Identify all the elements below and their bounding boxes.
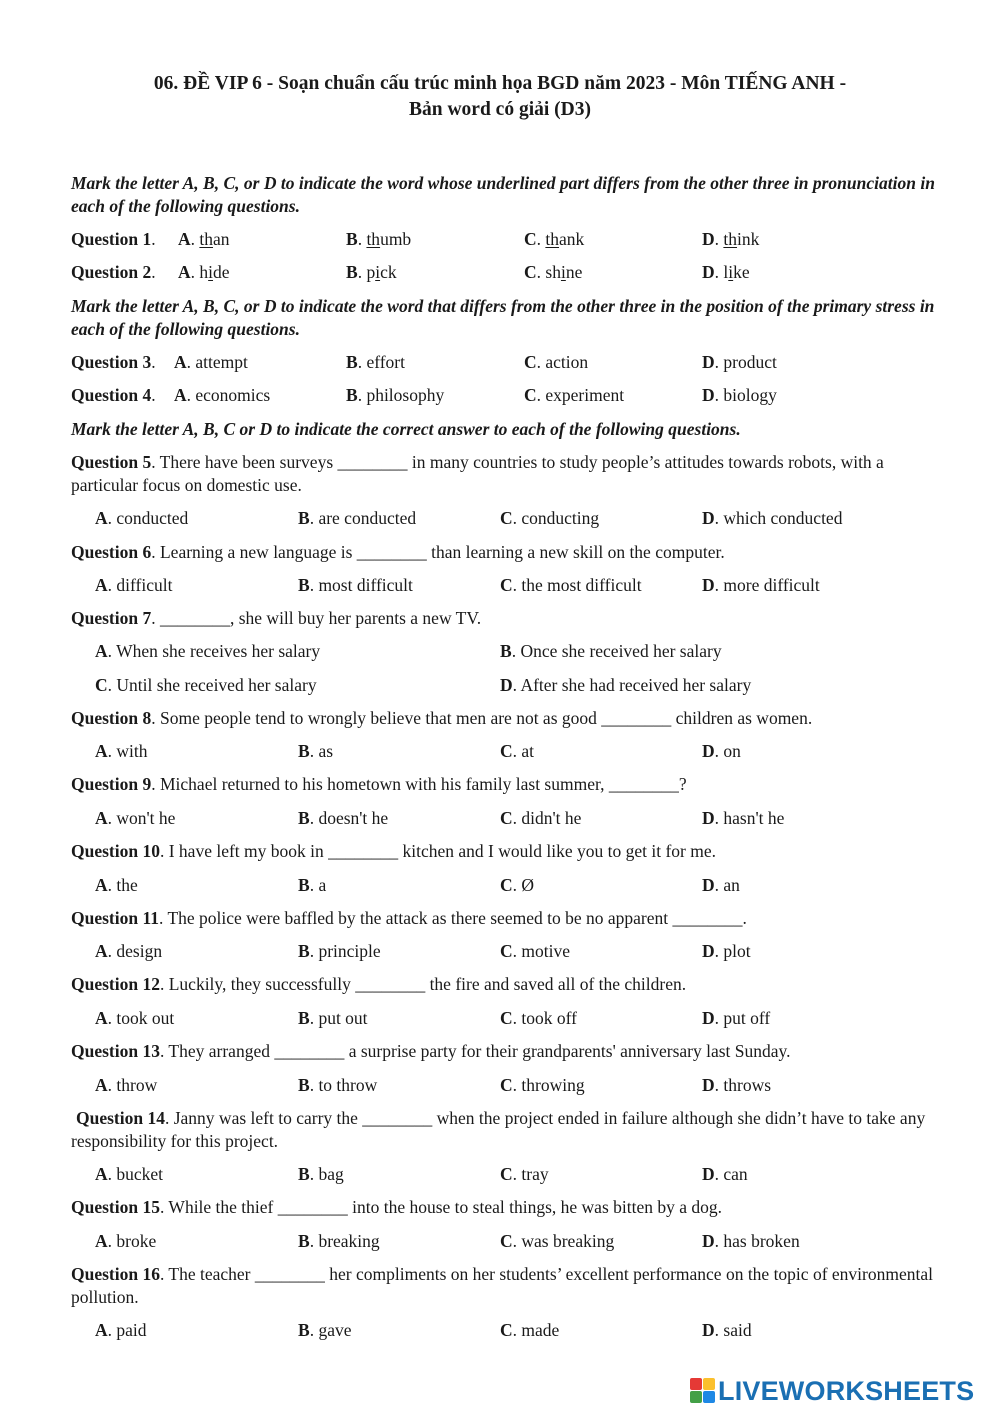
title-line-1: 06. ĐỀ VIP 6 - Soạn chuẩn cấu trúc minh họa BGD năm 2023 - Môn TIẾNG ANH - [153,73,847,94]
question-text: Michael returned to his hometown with his family last summer, ________? [159,774,687,794]
question-label: Question 15 [71,1197,160,1217]
option-c[interactable]: C. thank [524,229,585,249]
question-text: The teacher ________ her compliments on her students’ excellent performance on the topic of environmental pollution. [71,1264,933,1307]
option-a[interactable]: A. bucket [95,1164,164,1184]
option-a[interactable]: A. economics [174,385,271,405]
logo-square-red [690,1378,702,1390]
question-stem: Question 12. Luckily, they successfully ________ the fire and saved all of the children. [71,974,687,994]
question-stem: Question 16. The teacher ________ her compliments on her students’ excellent performance on the topic of environmental pollution. [71,1264,933,1307]
question-stem: Question 14. Janny was left to carry the ________ when the project ended in failure although she didn’t have to take any responsibility for this project. [71,1108,926,1151]
option-b[interactable]: B. bag [298,1164,344,1184]
option-b[interactable]: B. a [298,875,327,895]
liveworksheets-logo-icon [690,1378,716,1404]
option-a[interactable]: A. took out [95,1008,175,1028]
question-label: Question 6 [71,542,152,562]
option-c[interactable]: C. Until she received her salary [95,675,317,695]
question-stem: Question 9. Michael returned to his hometown with his family last summer, ________? [71,774,687,794]
option-c[interactable]: C. motive [500,941,570,961]
option-c[interactable]: C. didn't he [500,808,582,828]
question-label: Question 7 [71,608,152,628]
option-c[interactable]: C. at [500,741,535,761]
question-text: They arranged ________ a surprise party for their grandparents' anniversary last Sunday. [168,1041,791,1061]
option-c[interactable]: C. tray [500,1164,549,1184]
question-text: Luckily, they successfully ________ the fire and saved all of the children. [168,974,687,994]
question-row: Question 4. A. economics B. philosophy C. experiment D. biology [71,385,777,405]
option-a[interactable]: A. won't he [95,808,176,828]
liveworksheets-logo[interactable] [690,1374,990,1408]
instruction-correct-answer: Mark the letter A, B, C or D to indicate the correct answer to each of the following questions. [71,419,741,439]
option-d[interactable]: D. After she had received her salary [500,675,752,695]
option-d[interactable]: D. throws [702,1075,772,1095]
question-label: Question 1 [71,229,152,249]
question-label: Question 13 [71,1041,160,1061]
option-b[interactable]: B. as [298,741,334,761]
option-b[interactable]: B. gave [298,1320,352,1340]
question-label: Question 4 [71,385,152,405]
option-a[interactable]: A. design [95,941,163,961]
question-text: ________, she will buy her parents a new TV. [159,608,482,628]
option-a[interactable]: A. hide [178,262,230,282]
question-label: Question 2 [71,262,152,282]
instruction-stress: Mark the letter A, B, C, or D to indicate the word that differs from the other three in the position of the primary stress in each of the following questions. [71,296,935,339]
option-b[interactable]: B. philosophy [346,385,445,405]
option-a[interactable]: A. broke [95,1231,157,1251]
logo-square-green [690,1391,702,1403]
option-a[interactable]: A. throw [95,1075,158,1095]
question-stem: Question 15. While the thief ________ into the house to steal things, he was bitten by a dog. [71,1197,723,1217]
question-label: Question 10 [71,841,160,861]
question-stem: Question 7. ________, she will buy her parents a new TV. [71,608,482,628]
question-label: Question 8 [71,708,152,728]
question-label: Question 3 [71,352,152,372]
option-a[interactable]: A. the [95,875,138,895]
question-stem: Question 10. I have left my book in ________ kitchen and I would like you to get it for me. [71,841,716,861]
option-c[interactable]: C. conducting [500,508,600,528]
question-stem: Question 8. Some people tend to wrongly believe that men are not as good ________ children as women. [71,708,813,728]
option-b[interactable]: B. effort [346,352,405,372]
option-c[interactable]: C. the most difficult [500,575,642,595]
option-b[interactable]: B. pick [346,262,397,282]
option-a[interactable]: A. difficult [95,575,173,595]
option-c[interactable]: C. action [524,352,589,372]
option-c[interactable]: C. Ø [500,875,535,895]
option-b[interactable]: B. put out [298,1008,368,1028]
question-text: The police were baffled by the attack as there seemed to be no apparent ________. [167,908,747,928]
title-line-2: Bản word có giải (D3) [409,99,591,120]
option-d[interactable]: D. an [702,875,740,895]
option-b[interactable]: B. thumb [346,229,412,249]
option-b[interactable]: B. breaking [298,1231,380,1251]
option-b[interactable]: B. are conducted [298,508,417,528]
option-b[interactable]: B. principle [298,941,381,961]
question-row: Question 1. A. than B. thumb C. thank D. think [71,229,760,249]
option-b[interactable]: B. to throw [298,1075,378,1095]
question-label: Question 9 [71,774,152,794]
option-c[interactable]: C. throwing [500,1075,585,1095]
logo-text: LIVEWORKSHEETS [718,1376,975,1406]
option-c[interactable]: C. was breaking [500,1231,615,1251]
option-b[interactable]: B. Once she received her salary [500,641,722,661]
option-d[interactable]: D. like [702,262,750,282]
question-text: Janny was left to carry the ________ when the project ended in failure although she didn’t have to take any responsibility for this project. [71,1108,926,1151]
option-d[interactable]: D. product [702,352,777,372]
option-d[interactable]: D. said [702,1320,752,1340]
question-stem: Question 5. There have been surveys ________ in many countries to study people’s attitudes towards robots, with a particular focus on domestic use. [71,452,884,495]
option-a[interactable]: A. attempt [174,352,248,372]
question-stem: Question 6. Learning a new language is ________ than learning a new skill on the computer. [71,542,725,562]
option-d[interactable]: D. hasn't he [702,808,785,828]
question-label: Question 12 [71,974,160,994]
option-c[interactable]: C. shine [524,262,583,282]
question-text: Some people tend to wrongly believe that men are not as good ________ children as women. [159,708,813,728]
option-d[interactable]: D. can [702,1164,748,1184]
option-d[interactable]: D. which conducted [702,508,843,528]
option-d[interactable]: D. more difficult [702,575,820,595]
instruction-pronunciation: Mark the letter A, B, C, or D to indicate the word whose underlined part differs from the other three in pronunciation in each of the following questions. [71,173,935,216]
option-c[interactable]: C. took off [500,1008,577,1028]
option-d[interactable]: D. think [702,229,760,249]
option-a[interactable]: A. than [178,229,230,249]
option-c[interactable]: C. experiment [524,385,625,405]
logo-square-blue [703,1391,715,1403]
option-a[interactable]: A. with [95,741,148,761]
question-text: There have been surveys ________ in many countries to study people’s attitudes towards robots, with a particular focus on domestic use. [71,452,884,495]
option-a[interactable]: A. conducted [95,508,189,528]
question-label: Question 16 [71,1264,160,1284]
question-label: Question 11 [71,908,160,928]
option-d[interactable]: D. put off [702,1008,771,1028]
option-c[interactable]: C. made [500,1320,560,1340]
option-b[interactable]: B. doesn't he [298,808,389,828]
option-d[interactable]: D. plot [702,941,751,961]
question-label: Question 14 [76,1108,165,1128]
question-row: Question 3. A. attempt B. effort C. action D. product [71,352,777,372]
option-d[interactable]: D. has broken [702,1231,800,1251]
question-row: Question 2. A. hide B. pick C. shine D. like [71,262,750,282]
question-text: While the thief ________ into the house to steal things, he was bitten by a dog. [168,1197,723,1217]
option-a[interactable]: A. When she receives her salary [95,641,321,661]
question-stem: Question 11. The police were baffled by the attack as there seemed to be no apparent ________. [71,908,747,928]
question-text: I have left my book in ________ kitchen and I would like you to get it for me. [168,841,716,861]
logo-square-yellow [703,1378,715,1390]
option-a[interactable]: A. paid [95,1320,147,1340]
question-text: Learning a new language is ________ than learning a new skill on the computer. [159,542,725,562]
question-stem: Question 13. They arranged ________ a surprise party for their grandparents' anniversary last Sunday. [71,1041,791,1061]
page-title [60,71,940,123]
option-b[interactable]: B. most difficult [298,575,413,595]
option-d[interactable]: D. biology [702,385,777,405]
question-label: Question 5 [71,452,152,472]
option-d[interactable]: D. on [702,741,741,761]
